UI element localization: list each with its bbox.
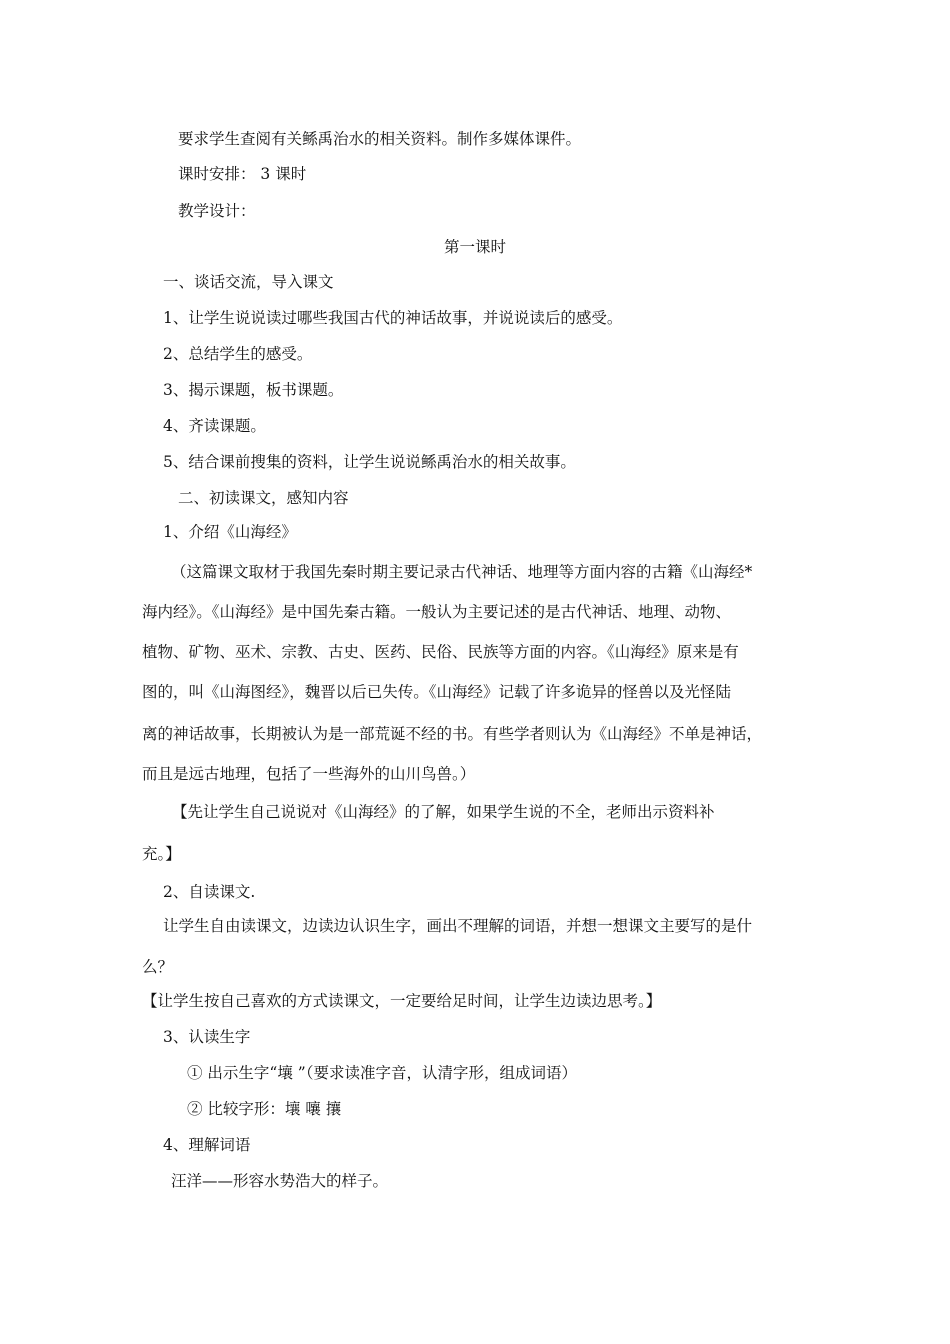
section2-heading: 二、初读课文，感知内容 [178,489,349,507]
words-heading: 4、理解词语 [163,1136,251,1154]
section1-item: 3、揭示课题，板书课题。 [163,381,344,399]
intro-paragraph-line: （这篇课文取材于我国先秦时期主要记录古代神话、地理等方面内容的古籍《山海经* [171,563,753,581]
section1-item: 1、让学生说说读过哪些我国古代的神话故事，并说说读后的感受。 [163,309,623,327]
prep-line: 要求学生查阅有关鲧禹治水的相关资料。制作多媒体课件。 [178,130,582,148]
section1-heading: 一、谈话交流，导入课文 [163,273,334,291]
teacher-note: 充。】 [142,845,181,863]
intro-paragraph-line: 图的，叫《山海图经》，魏晋以后已失传。《山海经》记载了许多诡异的怪兽以及光怪陆 [142,683,732,701]
intro-paragraph-line: 海内经》。《山海经》是中国先秦古籍。一般认为主要记述的是古代神话、地理、动物、 [142,603,732,621]
self-read-line: 让学生自由读课文，边读边认识生字，画出不理解的词语，并想一想课文主要写的是什 [163,917,753,935]
intro-paragraph-line: 而且是远古地理，包括了一些海外的山川鸟兽。） [142,765,476,783]
chars-item: ① 出示生字“壤 ”（要求读准字音，认清字形，组成词语） [187,1064,577,1082]
intro-paragraph-line: 离的神话故事，长期被认为是一部荒诞不经的书。有些学者则认为《山海经》不单是神话， [142,725,763,743]
intro-paragraph-line: 植物、矿物、巫术、宗教、古史、医药、民俗、民族等方面的内容。《山海经》原来是有 [142,643,739,661]
chars-heading: 3、认读生字 [163,1028,251,1046]
teacher-note: 【让学生按自己喜欢的方式读课文，一定要给足时间，让学生边读边思考。】 [142,992,662,1010]
words-item: 汪洋——形容水势浩大的样子。 [171,1172,389,1190]
section1-item: 4、齐读课题。 [163,417,266,435]
section1-item: 2、总结学生的感受。 [163,345,313,363]
teacher-note: 【先让学生自己说说对《山海经》的了解，如果学生说的不全，老师出示资料补 [172,803,715,821]
intro-heading: 1、介绍《山海经》 [163,523,297,541]
schedule-line: 课时安排： 3 课时 [178,165,307,183]
section1-item: 5、结合课前搜集的资料，让学生说说鲧禹治水的相关故事。 [163,453,576,471]
design-label: 教学设计： [178,202,256,220]
chars-item: ② 比较字形：壤 嚷 攘 [187,1100,342,1118]
self-read-line: 么？ [142,958,174,976]
lesson-title: 第一课时 [443,238,506,256]
self-read-heading: 2、自读课文. [163,883,256,901]
